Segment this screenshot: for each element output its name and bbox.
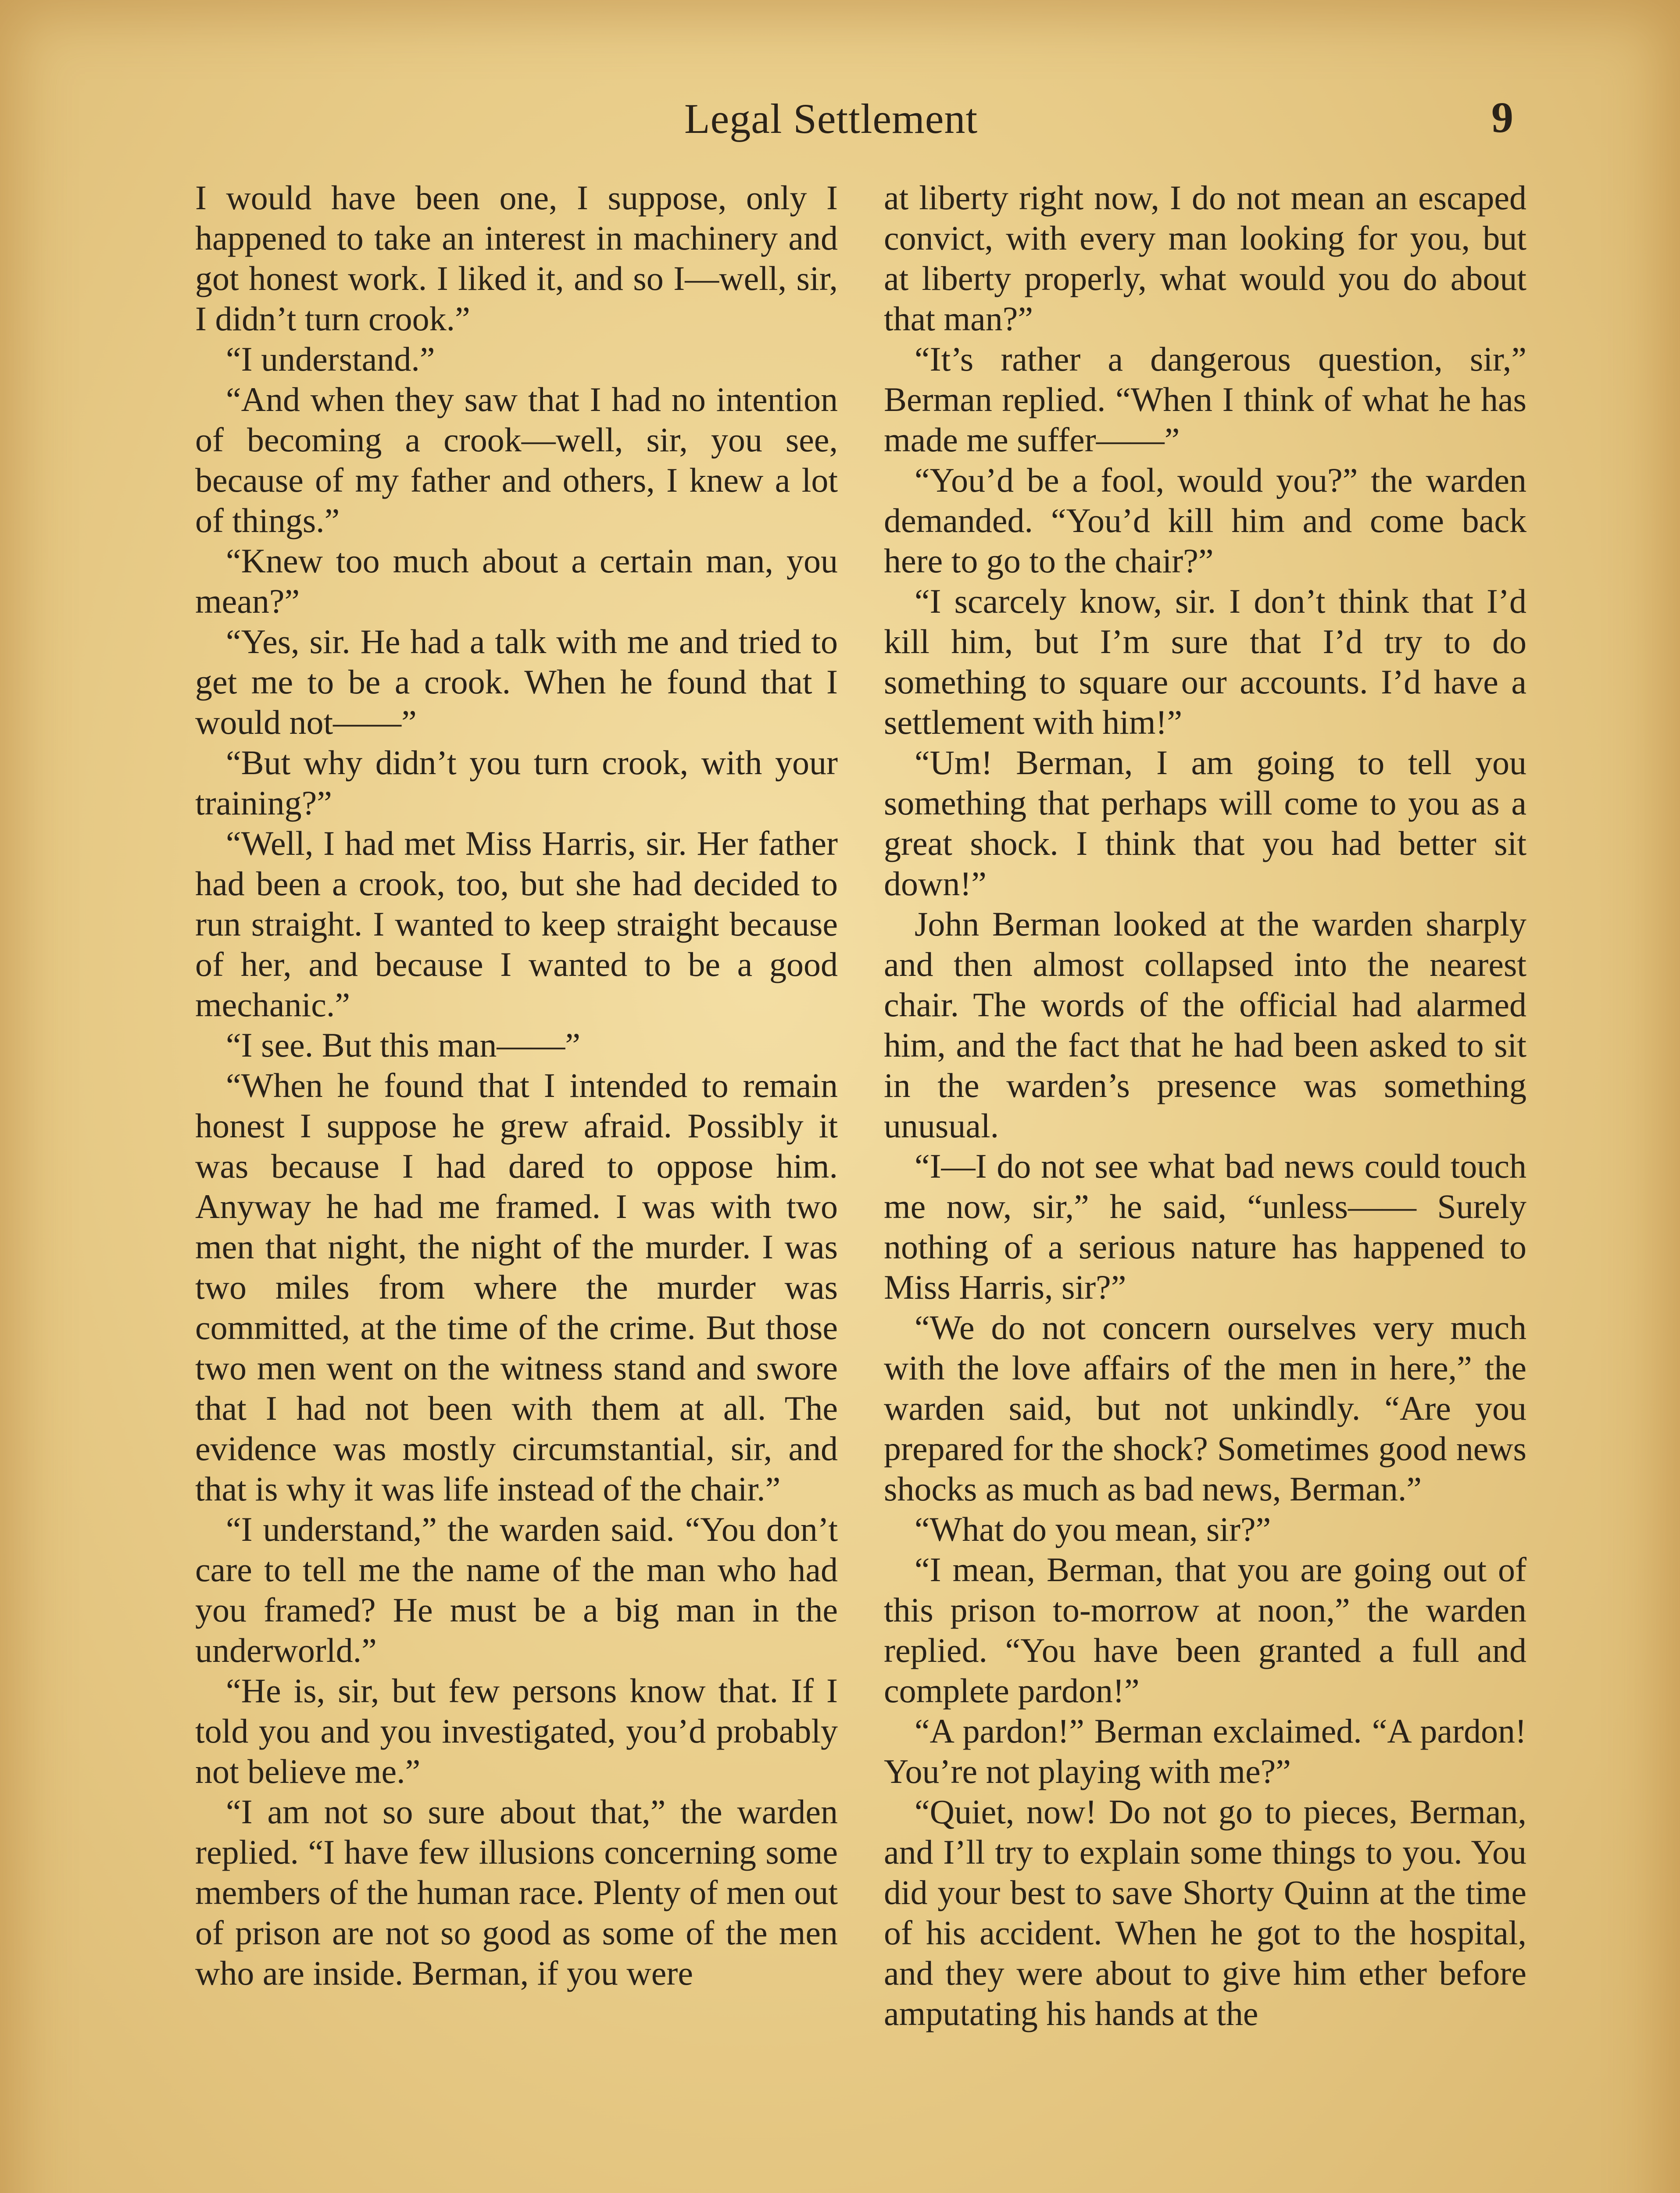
- paragraph: “I mean, Berman, that you are going out of this prison to-morrow at noon,” the warden replied. “You have been granted a full and complete pardon!”: [884, 1550, 1526, 1710]
- paragraph: I would have been one, I suppose, only I happened to take an interest in machinery and got honest work. I liked it, and so I—well, sir, I didn’t turn crook.”: [195, 179, 838, 338]
- paragraph: “Well, I had met Miss Harris, sir. Her father had been a crook, too, but she had decided to run straight. I wanted to keep straight because of her, and because I wanted to be a good mechanic.”: [195, 824, 838, 1024]
- paragraph: “I understand,” the warden said. “You don’t care to tell me the name of the man who had you framed? He must be a big man in the underworld.”: [195, 1510, 838, 1669]
- right-text-column: [884, 178, 1526, 2034]
- paragraph: “Quiet, now! Do not go to pieces, Berman, and I’ll try to explain some things to you. You did your best to save Shorty Quinn at the time of his accident. When he got to the hospital, and they were about to give him ether before amputating his hands at the: [884, 1793, 1526, 2032]
- paragraph: “What do you mean, sir?”: [915, 1510, 1271, 1548]
- paragraph: “He is, sir, but few persons know that. If I told you and you investigated, you’d probably not believe me.”: [195, 1672, 838, 1790]
- paragraph: “I see. But this man——”: [226, 1026, 580, 1064]
- left-text-column: [195, 178, 838, 1993]
- paragraph: John Berman looked at the warden sharply and then almost collapsed into the nearest chair. The words of the official had alarmed him, and the fact that he had been asked to sit in the warden’s presence was something unusual.: [884, 905, 1526, 1145]
- paragraph: “Knew too much about a certain man, you mean?”: [195, 542, 838, 620]
- paragraph: “But why didn’t you turn crook, with your training?”: [195, 743, 838, 822]
- paragraph: “You’d be a fool, would you?” the warden demanded. “You’d kill him and come back here to go to the chair?”: [884, 461, 1526, 580]
- paragraph: “I am not so sure about that,” the warden replied. “I have few illusions concerning some members of the human race. Plenty of men out of prison are not so good as some of the men who are inside. Berman, if you were: [195, 1793, 838, 1992]
- paragraph: “It’s rather a dangerous question, sir,” Berman replied. “When I think of what he has made me suffer——”: [884, 340, 1526, 459]
- paragraph: “We do not concern ourselves very much with the love affairs of the men in here,” the warden said, but not unkindly. “Are you prepared for the shock? Sometimes good news shocks as much as bad news, Berman.”: [884, 1308, 1526, 1508]
- paragraph: at liberty right now, I do not mean an escaped convict, with every man looking for you, but at liberty properly, what would you do about that man?”: [884, 179, 1526, 338]
- paragraph: “When he found that I intended to remain honest I suppose he grew afraid. Possibly it was because I had dared to oppose him. Anyway he had me framed. I was with two men that night, the night of the murder. I was two miles from where the murder was committed, at the time of the crime. But those two men went on the witness stand and swore that I had not been with them at all. The evidence was mostly circumstantial, sir, and that is why it was life instead of the chair.”: [195, 1066, 838, 1508]
- paragraph: “A pardon!” Berman exclaimed. “A pardon! You’re not playing with me?”: [884, 1712, 1526, 1790]
- paragraph: “Yes, sir. He had a talk with me and tried to get me to be a crook. When he found that I would not——”: [195, 622, 838, 741]
- paragraph: “And when they saw that I had no intention of becoming a crook—well, sir, you see, because of my father and others, I knew a lot of things.”: [195, 380, 838, 539]
- paragraph: “I understand.”: [226, 340, 435, 378]
- paragraph: “I scarcely know, sir. I don’t think that I’d kill him, but I’m sure that I’d try to do something to square our accounts. I’d have a settlement with him!”: [884, 582, 1526, 741]
- page-number: 9: [1491, 93, 1513, 142]
- paragraph: “I—I do not see what bad news could touch me now, sir,” he said, “unless—— Surely nothing of a serious nature has happened to Miss Harris, sir?”: [884, 1147, 1526, 1306]
- paragraph: “Um! Berman, I am going to tell you something that perhaps will come to you as a great shock. I think that you had better sit down!”: [884, 743, 1526, 903]
- running-header-title: Legal Settlement: [684, 95, 978, 142]
